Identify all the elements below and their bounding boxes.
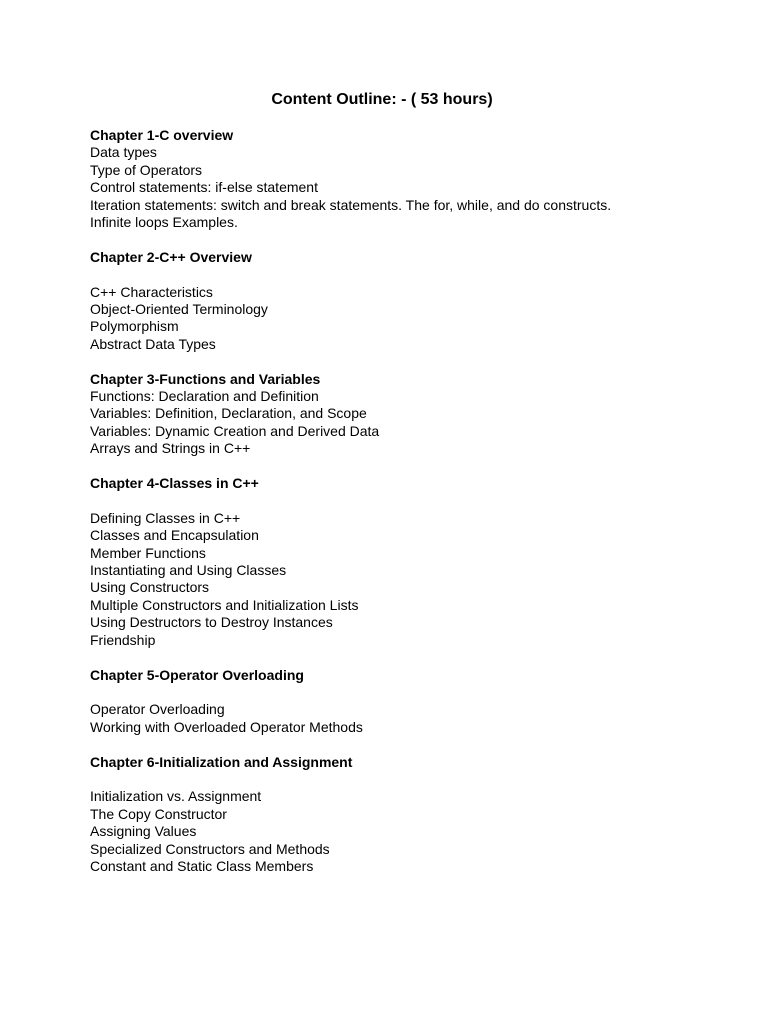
chapter-heading: Chapter 2-C++ Overview bbox=[90, 248, 252, 265]
topic-item: Constant and Static Class Members bbox=[90, 857, 314, 874]
topic-item: Classes and Encapsulation bbox=[90, 527, 259, 544]
chapter-heading: Chapter 6-Initialization and Assignment bbox=[90, 753, 353, 770]
topic-item: The Copy Constructor bbox=[90, 805, 227, 822]
chapter-section bbox=[90, 475, 750, 649]
chapter-heading: Chapter 3-Functions and Variables bbox=[90, 370, 321, 387]
topic-item: Working with Overloaded Operator Methods bbox=[90, 718, 363, 735]
topic-item: C++ Characteristics bbox=[90, 283, 213, 300]
topic-item: Defining Classes in C++ bbox=[90, 509, 241, 526]
topic-item: Abstract Data Types bbox=[90, 335, 216, 352]
chapter-list bbox=[90, 127, 750, 893]
topic-item: Polymorphism bbox=[90, 318, 179, 335]
topic-item: Initialization vs. Assignment bbox=[90, 788, 262, 805]
topic-item: Data types bbox=[90, 144, 157, 161]
chapter-section bbox=[90, 754, 750, 876]
topic-item: Multiple Constructors and Initialization Lists bbox=[90, 596, 359, 613]
topic-item: Instantiating and Using Classes bbox=[90, 562, 287, 579]
topic-item: Functions: Declaration and Definition bbox=[90, 388, 319, 405]
topic-item: Member Functions bbox=[90, 544, 206, 561]
topic-item: Type of Operators bbox=[90, 161, 203, 178]
topic-item: Using Constructors bbox=[90, 579, 210, 596]
chapter-section bbox=[90, 127, 750, 231]
chapter-section bbox=[90, 249, 750, 353]
topic-item: Using Destructors to Destroy Instances bbox=[90, 614, 333, 631]
chapter-section bbox=[90, 667, 750, 737]
topic-item: Assigning Values bbox=[90, 823, 197, 840]
topic-item: Infinite loops Examples. bbox=[90, 214, 238, 231]
chapter-heading: Chapter 5-Operator Overloading bbox=[90, 666, 304, 683]
chapter-section bbox=[90, 371, 750, 458]
chapter-heading: Chapter 1-C overview bbox=[90, 127, 234, 143]
topic-item: Arrays and Strings in C++ bbox=[90, 440, 251, 457]
topic-item: Friendship bbox=[90, 631, 156, 648]
topic-item: Variables: Dynamic Creation and Derived Data bbox=[90, 422, 380, 439]
page-title: Content Outline: - ( 53 hours) bbox=[271, 91, 493, 108]
topic-item: Operator Overloading bbox=[90, 701, 225, 718]
topic-item: Specialized Constructors and Methods bbox=[90, 840, 330, 857]
chapter-heading: Chapter 4-Classes in C++ bbox=[90, 475, 259, 492]
topic-item: Object-Oriented Terminology bbox=[90, 301, 268, 318]
topic-item: Variables: Definition, Declaration, and Scope bbox=[90, 405, 367, 422]
topic-item: Control statements: if-else statement bbox=[90, 179, 318, 196]
topic-item: Iteration statements: switch and break statements. The for, while, and do constructs. bbox=[90, 196, 612, 213]
